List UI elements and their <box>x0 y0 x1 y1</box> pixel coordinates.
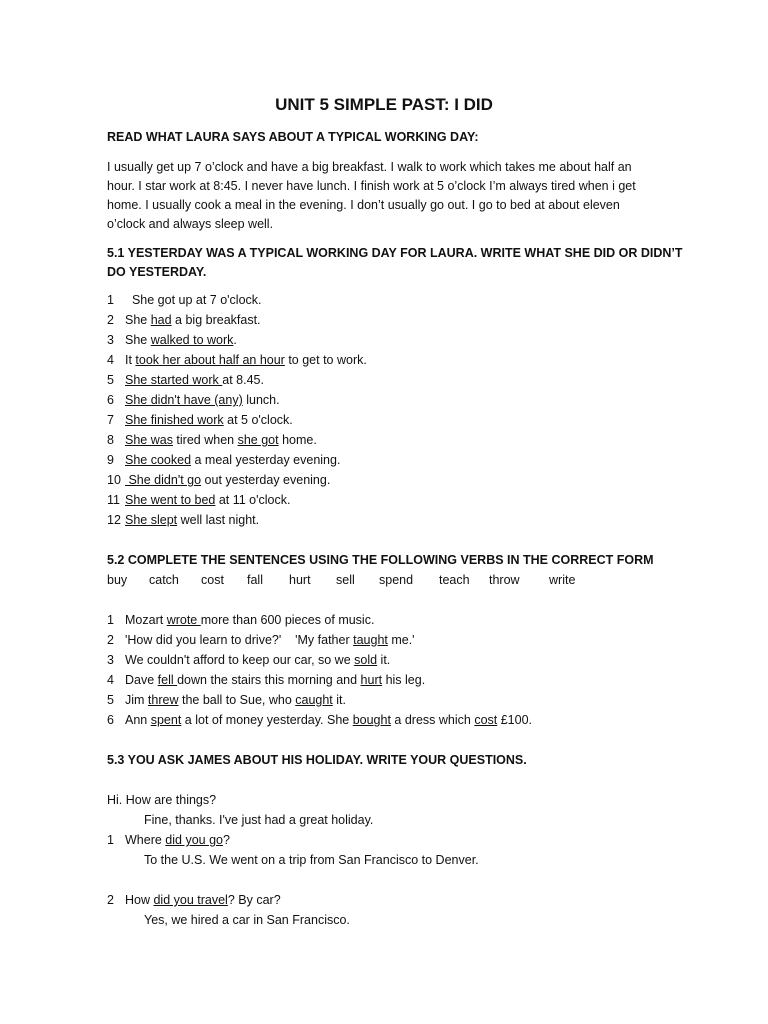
dialogue-reply: Yes, we hired a car in San Francisco. <box>144 913 350 927</box>
answer-line <box>107 471 330 490</box>
sentence-text: out yesterday evening. <box>201 473 331 487</box>
sentence-text: at 11 o'clock. <box>215 493 291 507</box>
sentence-text: it. <box>332 693 346 707</box>
sentence-text: a meal yesterday evening. <box>191 453 341 467</box>
intro-line: hour. I star work at 8:45. I never have lunch. I finish work at 5 o’clock I’m always tired when i get <box>107 179 636 193</box>
answer-line <box>107 491 290 510</box>
sentence-text: 'How did you learn to drive?' 'My father <box>125 633 354 647</box>
answer-text: walked to work <box>150 333 234 347</box>
sentence-text: it. <box>377 653 391 667</box>
dialogue-reply: Fine, thanks. I've just had a great holiday. <box>144 813 374 827</box>
item-number: 5 <box>107 693 114 707</box>
answer-line <box>107 331 237 350</box>
answer-line <box>107 371 264 390</box>
question-line <box>107 831 230 850</box>
intro-line: o’clock and always sleep well. <box>107 217 274 231</box>
verb-item: hurt <box>289 573 311 587</box>
section1-heading-line2: DO YESTERDAY. <box>107 265 207 279</box>
item-number: 1 <box>107 293 114 307</box>
answer-text: taught <box>353 633 388 647</box>
dialogue-reply: To the U.S. We went on a trip from San Francisco to Denver. <box>144 853 479 867</box>
item-number: 4 <box>107 673 114 687</box>
sentence-text: £100. <box>497 713 533 727</box>
verb-item: sell <box>336 573 355 587</box>
item-number: 8 <box>107 433 114 447</box>
section2-heading: 5.2 COMPLETE THE SENTENCES USING THE FOLLOWING VERBS IN THE CORRECT FORM <box>107 553 654 567</box>
sentence-text: a lot of money yesterday. She <box>181 713 353 727</box>
sentence-text: down the stairs this morning and <box>177 673 361 687</box>
item-number: 12 <box>107 513 121 527</box>
item-number: 2 <box>107 893 114 907</box>
sentence-text: It <box>125 353 136 367</box>
item-number: 1 <box>107 613 114 627</box>
section1-heading <box>107 244 683 282</box>
answer-line <box>107 391 280 410</box>
answer-text: She was <box>125 433 173 447</box>
answer-text: took her about half an hour <box>135 353 285 367</box>
verb-item: fall <box>247 573 263 587</box>
answer-text: she got <box>237 433 279 447</box>
sentence-text: to get to work. <box>284 353 367 367</box>
answer-text: sold <box>354 653 378 667</box>
answer-line <box>107 711 532 730</box>
answer-text: hurt <box>360 673 383 687</box>
answer-text: had <box>150 313 172 327</box>
sentence-text: She <box>125 333 151 347</box>
verb-item: write <box>549 573 576 587</box>
answer-text: caught <box>295 693 333 707</box>
item-number: 3 <box>107 333 114 347</box>
answer-line <box>107 311 261 330</box>
sentence-text: his leg. <box>382 673 426 687</box>
sentence-text: home. <box>278 433 317 447</box>
verb-item: teach <box>439 573 470 587</box>
sentence-text: lunch. <box>242 393 280 407</box>
sentence-text: Jim <box>125 693 148 707</box>
item-number: 5 <box>107 373 114 387</box>
question-answer: did you travel <box>153 893 228 907</box>
sentence-text: the ball to Sue, who <box>178 693 296 707</box>
answer-text: She cooked <box>125 453 192 467</box>
answer-line <box>107 671 425 690</box>
answer-line <box>107 691 346 710</box>
answer-text: threw <box>147 693 179 707</box>
sentence-text: . <box>233 333 237 347</box>
answer-line <box>107 451 340 470</box>
dialogue-opener: Hi. How are things? <box>107 793 217 807</box>
answer-line <box>107 431 317 450</box>
answer-text: She started work <box>125 373 223 387</box>
verb-item: cost <box>201 573 224 587</box>
verb-item: spend <box>379 573 414 587</box>
question-answer: did you go <box>165 833 223 847</box>
sentence-text: more than 600 pieces of music. <box>200 613 375 627</box>
page-title: UNIT 5 SIMPLE PAST: I DID <box>275 95 493 114</box>
question-prefix: How <box>125 893 154 907</box>
item-number: 4 <box>107 353 114 367</box>
answer-text: bought <box>352 713 391 727</box>
sentence-text: at 8.45. <box>222 373 264 387</box>
intro-paragraph <box>107 158 647 234</box>
item-number: 1 <box>107 833 114 847</box>
question-line <box>107 891 281 910</box>
section1-heading-line1: 5.1 YESTERDAY WAS A TYPICAL WORKING DAY FOR LAURA. WRITE WHAT SHE DID OR DIDN’T <box>107 246 683 260</box>
item-number: 11 <box>107 493 120 507</box>
answer-text: spent <box>150 713 182 727</box>
sentence-text: Dave <box>125 673 158 687</box>
item-number: 2 <box>107 633 114 647</box>
answer-line <box>107 611 374 630</box>
intro-line: I usually get up 7 o’clock and have a big breakfast. I walk to work which takes me about half an <box>107 160 632 174</box>
sentence-text: a dress which <box>390 713 475 727</box>
sentence-text: She <box>125 313 151 327</box>
answer-text: She didn't go <box>125 473 202 487</box>
answer-line <box>107 651 390 670</box>
item-number: 10 <box>107 473 121 487</box>
answer-line <box>107 631 415 650</box>
answer-text: She finished work <box>125 413 224 427</box>
answer-line <box>107 351 367 370</box>
sentence-text: at 5 o'clock. <box>223 413 293 427</box>
sentence-text: Mozart <box>125 613 167 627</box>
sentence-text: Ann <box>125 713 151 727</box>
sentence-text: We couldn't afford to keep our car, so we <box>125 653 355 667</box>
answer-text: cost <box>474 713 498 727</box>
verb-item: throw <box>489 573 520 587</box>
question-suffix: ? <box>222 833 230 847</box>
answer-line <box>107 411 293 430</box>
answer-text: She went to bed <box>125 493 216 507</box>
answer-text: fell <box>157 673 178 687</box>
answer-line <box>107 291 262 310</box>
section3-heading: 5.3 YOU ASK JAMES ABOUT HIS HOLIDAY. WRITE YOUR QUESTIONS. <box>107 753 527 767</box>
item-number: 9 <box>107 453 114 467</box>
verb-item: catch <box>149 573 179 587</box>
item-number: 7 <box>107 413 114 427</box>
answer-text: She didn't have (any) <box>125 393 243 407</box>
verb-item: buy <box>107 573 128 587</box>
item-number: 6 <box>107 713 114 727</box>
sentence-text: tired when <box>172 433 238 447</box>
answer-line <box>107 511 259 530</box>
answer-text: wrote <box>166 613 201 627</box>
intro-line: home. I usually cook a meal in the evening. I don’t usually go out. I go to bed at about eleven <box>107 198 620 212</box>
sentence-text: a big breakfast. <box>171 313 261 327</box>
item-number: 6 <box>107 393 114 407</box>
item-number: 2 <box>107 313 114 327</box>
question-prefix: Where <box>125 833 166 847</box>
sentence-text: me.' <box>387 633 415 647</box>
sentence-text: well last night. <box>177 513 260 527</box>
answer-text: She slept <box>125 513 178 527</box>
question-suffix: ? By car? <box>227 893 281 907</box>
intro-heading: READ WHAT LAURA SAYS ABOUT A TYPICAL WORKING DAY: <box>107 130 479 144</box>
sentence-text: She got up at 7 o'clock. <box>125 293 262 307</box>
item-number: 3 <box>107 653 114 667</box>
